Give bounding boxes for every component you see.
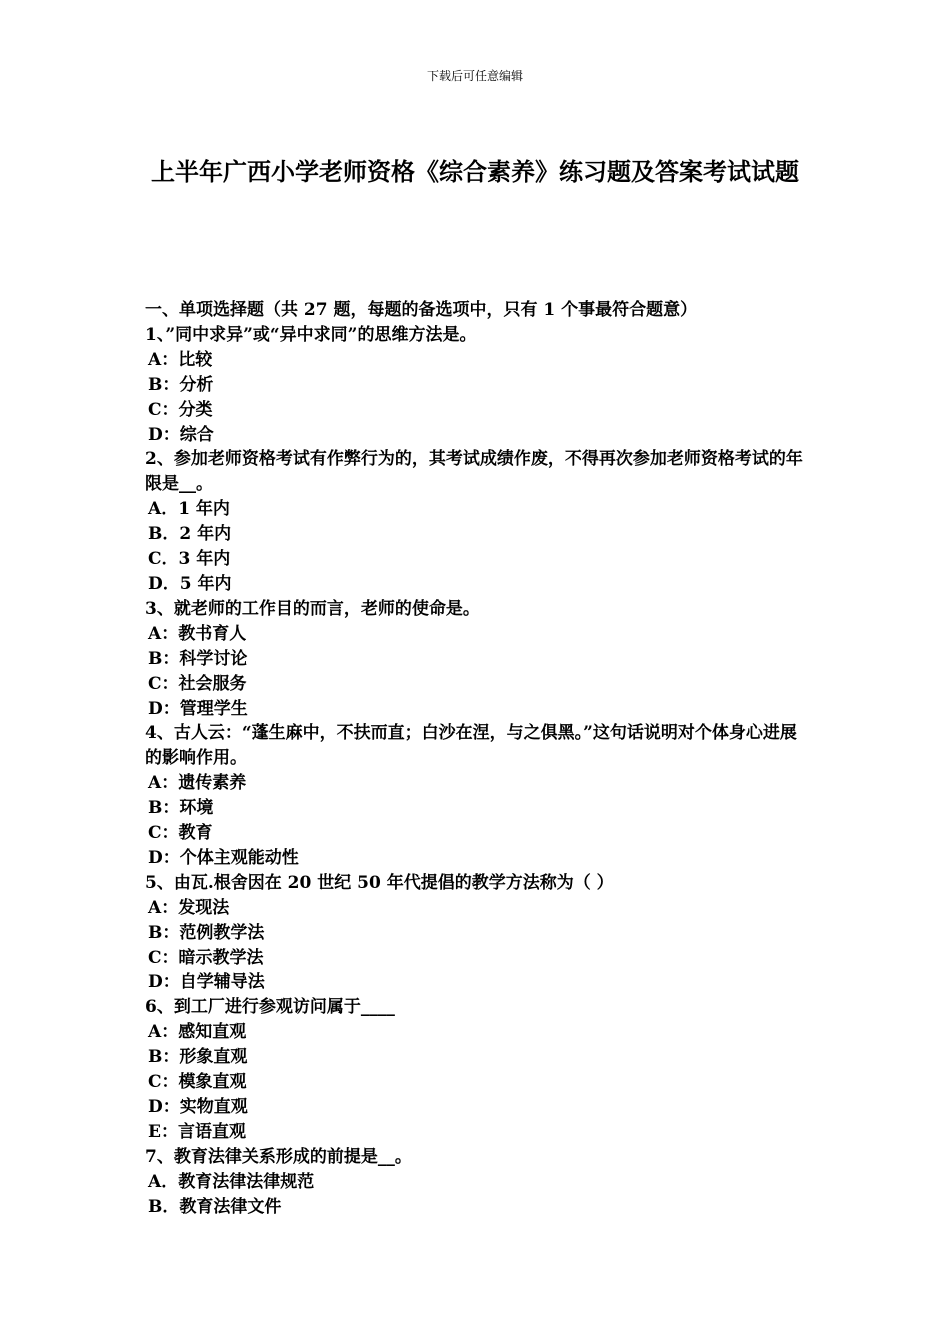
option-c: C：教育 bbox=[148, 823, 213, 844]
option-c: C．3 年内 bbox=[148, 549, 231, 570]
option-b: B：形象直观 bbox=[148, 1047, 248, 1068]
question-text: 1、”同中求异”或“异中求同”的思维方法是。 bbox=[145, 324, 477, 345]
section-heading: 一、单项选择题（共 27 题，每题的备选项中，只有 1 个事最符合题意） bbox=[145, 300, 698, 320]
option-c: C：社会服务 bbox=[148, 673, 247, 694]
option-a: A．教育法律法律规范 bbox=[148, 1171, 315, 1192]
question-5 bbox=[145, 871, 807, 996]
option-d: D：个体主观能动性 bbox=[148, 847, 299, 868]
question-3 bbox=[145, 597, 807, 722]
document-title: 上半年广西小学老师资格《综合素养》练习题及答案考试试题 bbox=[151, 157, 799, 186]
option-d: D：综合 bbox=[148, 424, 214, 445]
option-d: D．5 年内 bbox=[148, 573, 232, 594]
option-b: B：环境 bbox=[148, 798, 214, 819]
question-text: 4、古人云：“蓬生麻中，不扶而直；白沙在涅，与之俱黑。”这句话说明对个体身心进展的影响作用。 bbox=[145, 723, 797, 769]
question-text: 7、教育法律关系形成的前提是__。 bbox=[145, 1146, 412, 1167]
option-c: C：模象直观 bbox=[148, 1072, 247, 1093]
question-4 bbox=[145, 721, 807, 870]
option-d: D：实物直观 bbox=[148, 1097, 248, 1117]
option-e: E：言语直观 bbox=[148, 1121, 246, 1142]
question-text: 3、就老师的工作目的而言，老师的使命是。 bbox=[145, 598, 480, 619]
option-a: A：发现法 bbox=[148, 897, 230, 918]
option-a: A：遗传素养 bbox=[148, 773, 247, 794]
question-7 bbox=[145, 1145, 807, 1220]
question-text: 5、由瓦.根舍因在 20 世纪 50 年代提倡的教学方法称为（ ） bbox=[145, 872, 614, 893]
question-2 bbox=[145, 447, 807, 596]
document-body bbox=[145, 298, 807, 1220]
option-b: B．教育法律文件 bbox=[148, 1196, 282, 1217]
question-text: 2、参加老师资格考试有作弊行为的，其考试成绩作废，不得再次参加老师资格考试的年限是__。 bbox=[145, 449, 803, 495]
option-b: B：范例教学法 bbox=[148, 922, 265, 943]
option-b: B．2 年内 bbox=[148, 524, 232, 545]
option-d: D：管理学生 bbox=[148, 698, 248, 719]
option-a: A：比较 bbox=[148, 349, 213, 370]
option-d: D：自学辅导法 bbox=[148, 972, 265, 993]
option-a: A．1 年内 bbox=[148, 499, 230, 520]
option-a: A：感知直观 bbox=[148, 1022, 247, 1043]
option-a: A：教书育人 bbox=[148, 623, 247, 644]
option-b: B：分析 bbox=[148, 374, 214, 395]
header-note: 下载后可任意编辑 bbox=[426, 69, 523, 83]
question-6 bbox=[145, 995, 807, 1144]
option-c: C：分类 bbox=[148, 399, 213, 420]
question-text: 6、到工厂进行参观访问属于____ bbox=[145, 997, 395, 1018]
option-c: C：暗示教学法 bbox=[148, 947, 264, 968]
question-1 bbox=[145, 323, 807, 448]
option-b: B：科学讨论 bbox=[148, 648, 248, 669]
